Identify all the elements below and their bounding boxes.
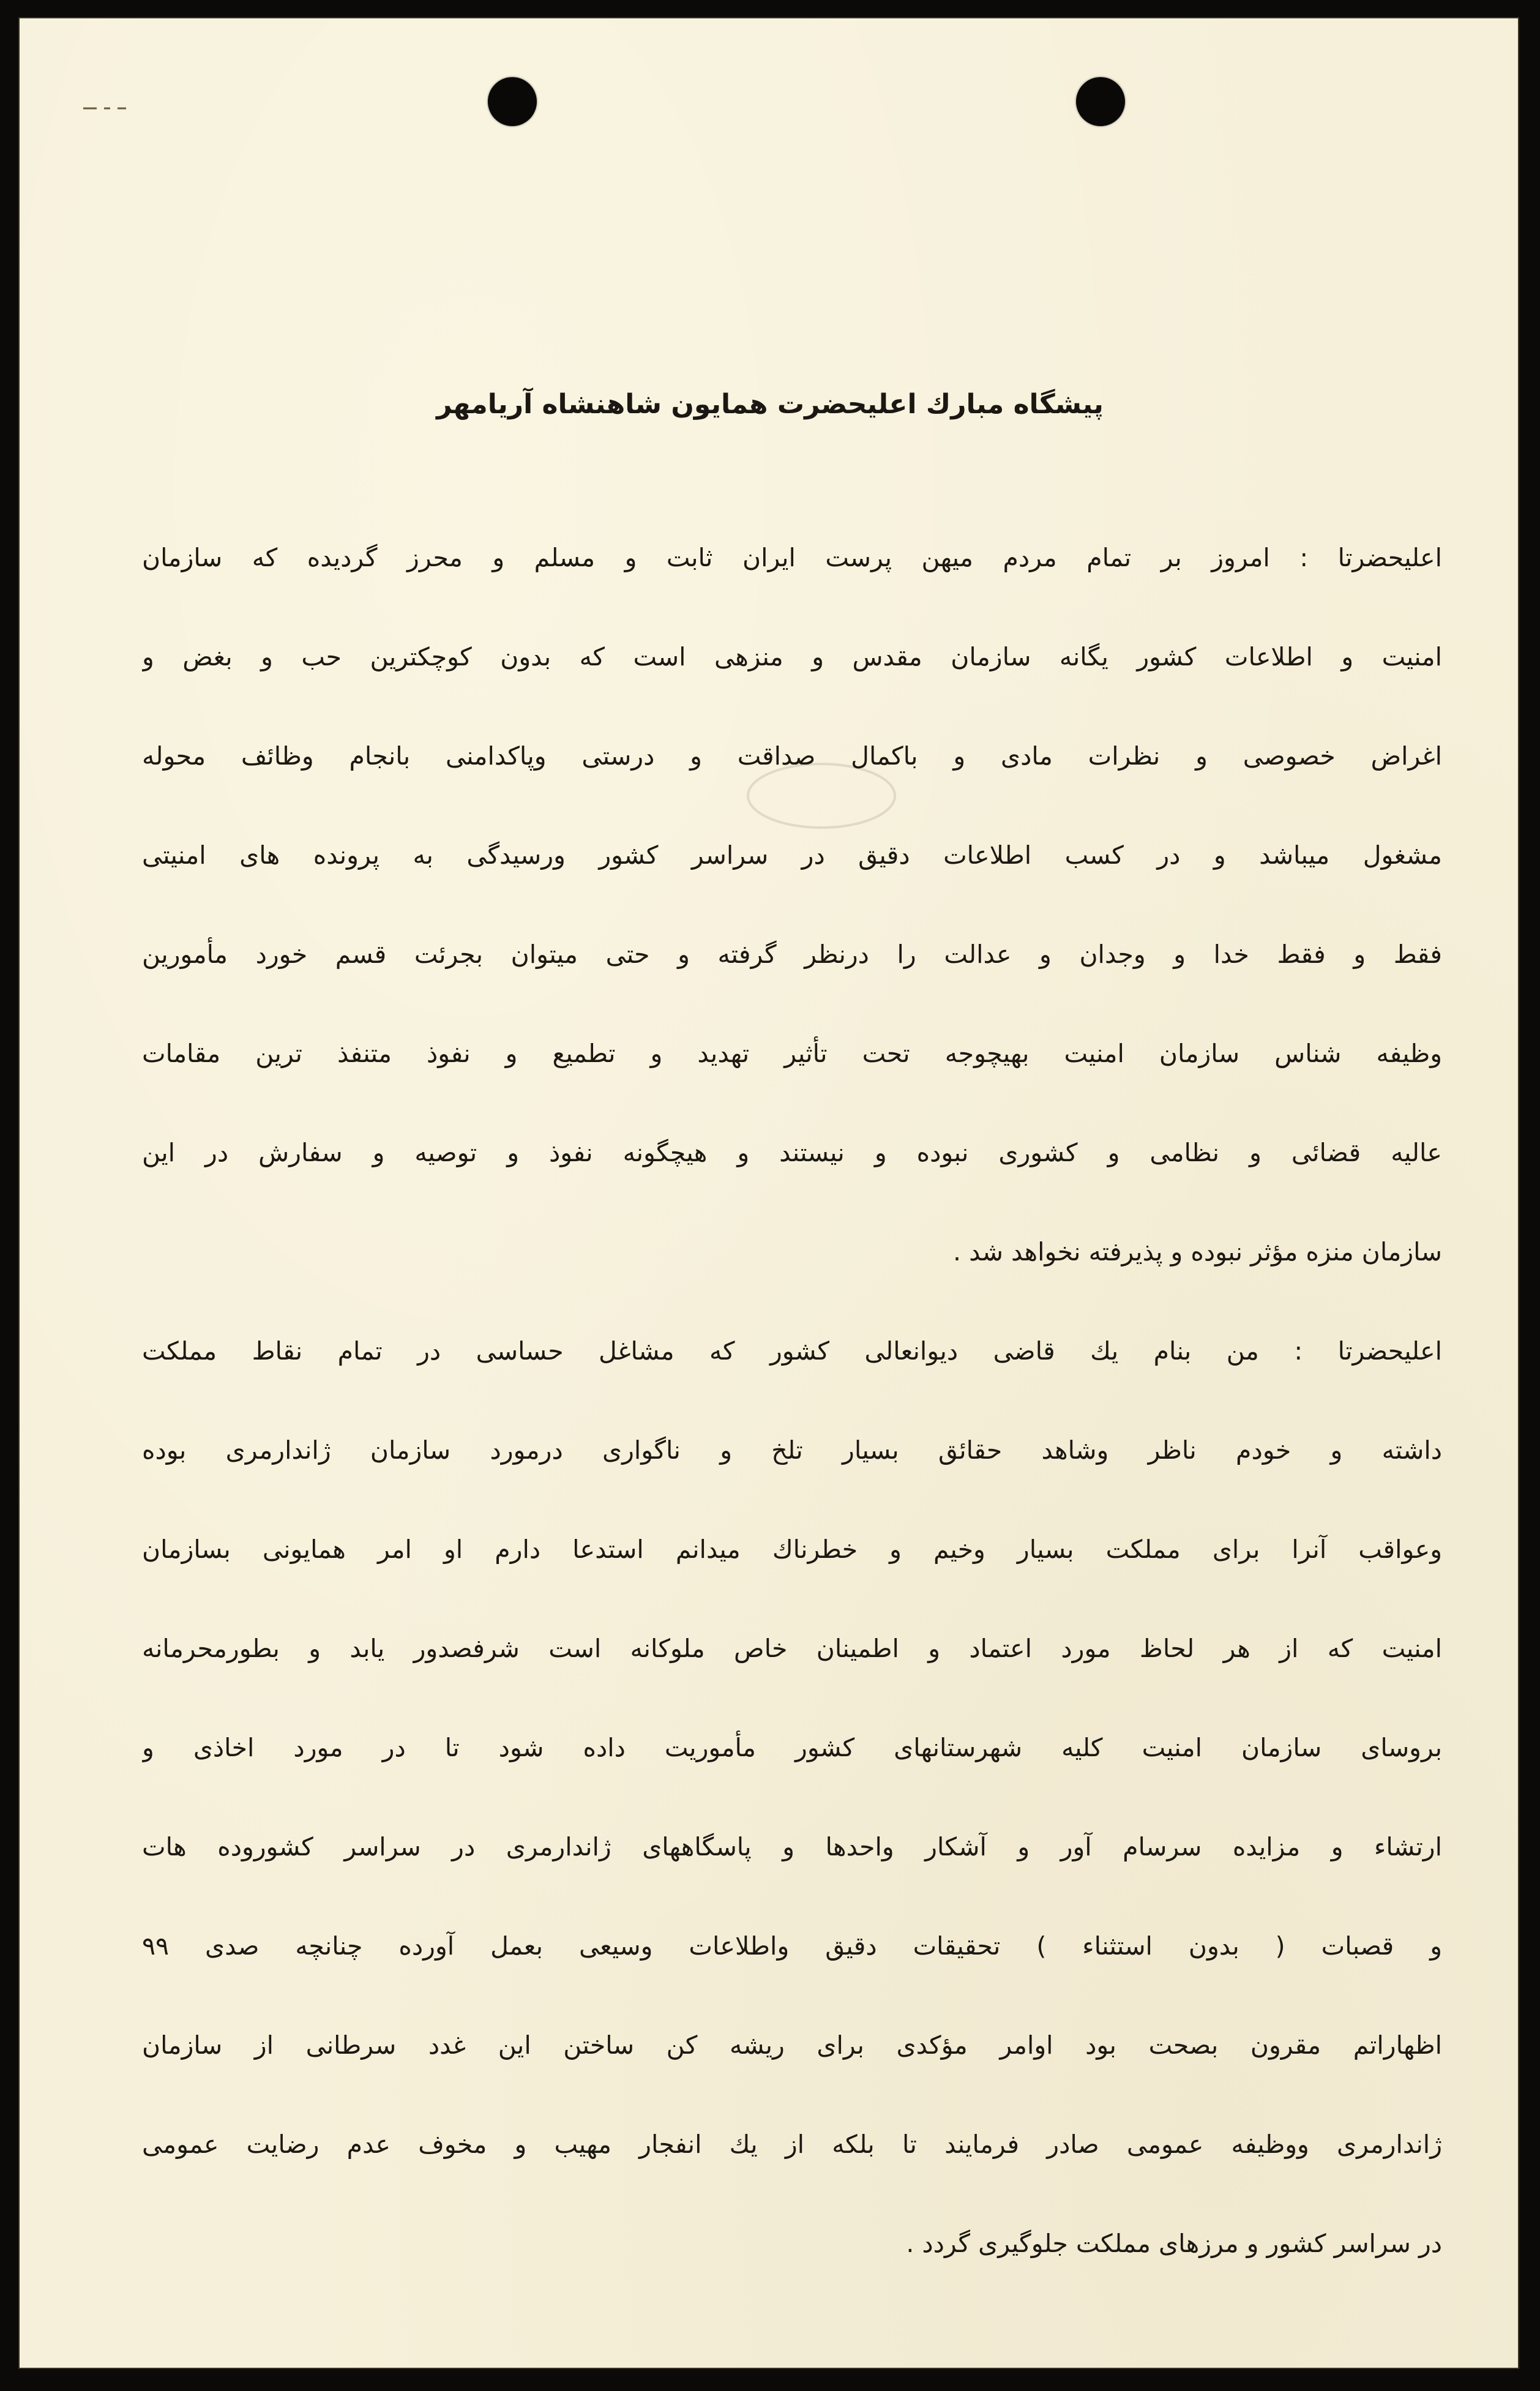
text-line: سازمان منزه مؤثر نبوده و پذیرفته نخواهد شد . — [953, 1237, 1442, 1267]
text-line: اعلیحضرتا : من بنام یك قاضی دیوانعالی کشور که مشاغل حساسی در تمام نقاط مملکت — [142, 1336, 1442, 1366]
text-line: اغراض خصوصی و نظرات مادی و باکمال صداقت و درستی وپاکدامنی بانجام وظائف محوله — [142, 741, 1442, 771]
text-line: وظیفه شناس سازمان امنیت بهیچوجه تحت تأثیر تهدید و تطمیع و نفوذ متنفذ ترین مقامات — [142, 1039, 1442, 1068]
text-line: ژاندارمری ووظیفه عمومی صادر فرمایند تا بلکه از یك انفجار مهیب و مخوف عدم رضایت عمومی — [142, 2130, 1442, 2159]
text-line: امنیت که از هر لحاظ مورد اعتماد و اطمینان خاص ملوکانه است شرفصدور یابد و بطورمحرمانه — [142, 1634, 1442, 1663]
text-line: ارتشاء و مزایده سرسام آور و آشکار واحدها و پاسگاههای ژاندارمری در سراسر کشوروده هات — [142, 1832, 1442, 1862]
text-line: داشته و خودم ناظر وشاهد حقائق بسیار تلخ و ناگواری درمورد سازمان ژاندارمری بوده — [142, 1435, 1442, 1465]
paragraph — [142, 1301, 1442, 2293]
document-title: پیشگاه مبارك اعلیحضرت همایون شاهنشاه آریامهر — [436, 389, 1104, 420]
margin-tick-mark — [83, 105, 126, 111]
paragraph — [142, 508, 1442, 1301]
text-line: فقط و فقط خدا و وجدان و عدالت را درنظر گرفته و حتی میتوان بجرئت قسم خورد مأمورین — [142, 940, 1442, 969]
text-line: مشغول میباشد و در کسب اطلاعات دقیق در سراسر کشور ورسیدگی به پرونده های امنیتی — [142, 840, 1442, 870]
punch-hole-right — [1076, 77, 1125, 126]
text-line: وعواقب آنرا برای مملکت بسیار وخیم و خطرناك میدانم استدعا دارم او امر همایونی بسازمان — [142, 1535, 1442, 1564]
text-line: و قصبات ( بدون استثناء ) تحقیقات دقیق واطلاعات وسیعی بعمل آورده چنانچه صدی ۹۹ — [142, 1931, 1442, 1961]
text-line: در سراسر کشور و مرزهای مملکت جلوگیری گردد . — [906, 2229, 1442, 2258]
text-line: اظهاراتم مقرون بصحت بود اوامر مؤکدی برای ریشه کن ساختن این غدد سرطانی از سازمان — [142, 2030, 1442, 2060]
text-line: عالیه قضائی و نظامی و کشوری نبوده و نیستند و هیچگونه نفوذ و توصیه و سفارش در این — [142, 1138, 1442, 1167]
text-line: اعلیحضرتا : امروز بر تمام مردم میهن پرست ایران ثابت و مسلم و محرز گردیده که سازمان — [142, 543, 1442, 572]
letter-body — [142, 508, 1442, 2293]
text-line: امنیت و اطلاعات کشور یگانه سازمان مقدس و منزهی است که بدون کوچکترین حب و بغض و — [142, 642, 1442, 672]
document-page — [18, 17, 1519, 2369]
text-line: بروسای سازمان امنیت کلیه شهرستانهای کشور مأموریت داده شود تا در مورد اخاذی و — [142, 1733, 1442, 1762]
punch-hole-left — [488, 77, 537, 126]
